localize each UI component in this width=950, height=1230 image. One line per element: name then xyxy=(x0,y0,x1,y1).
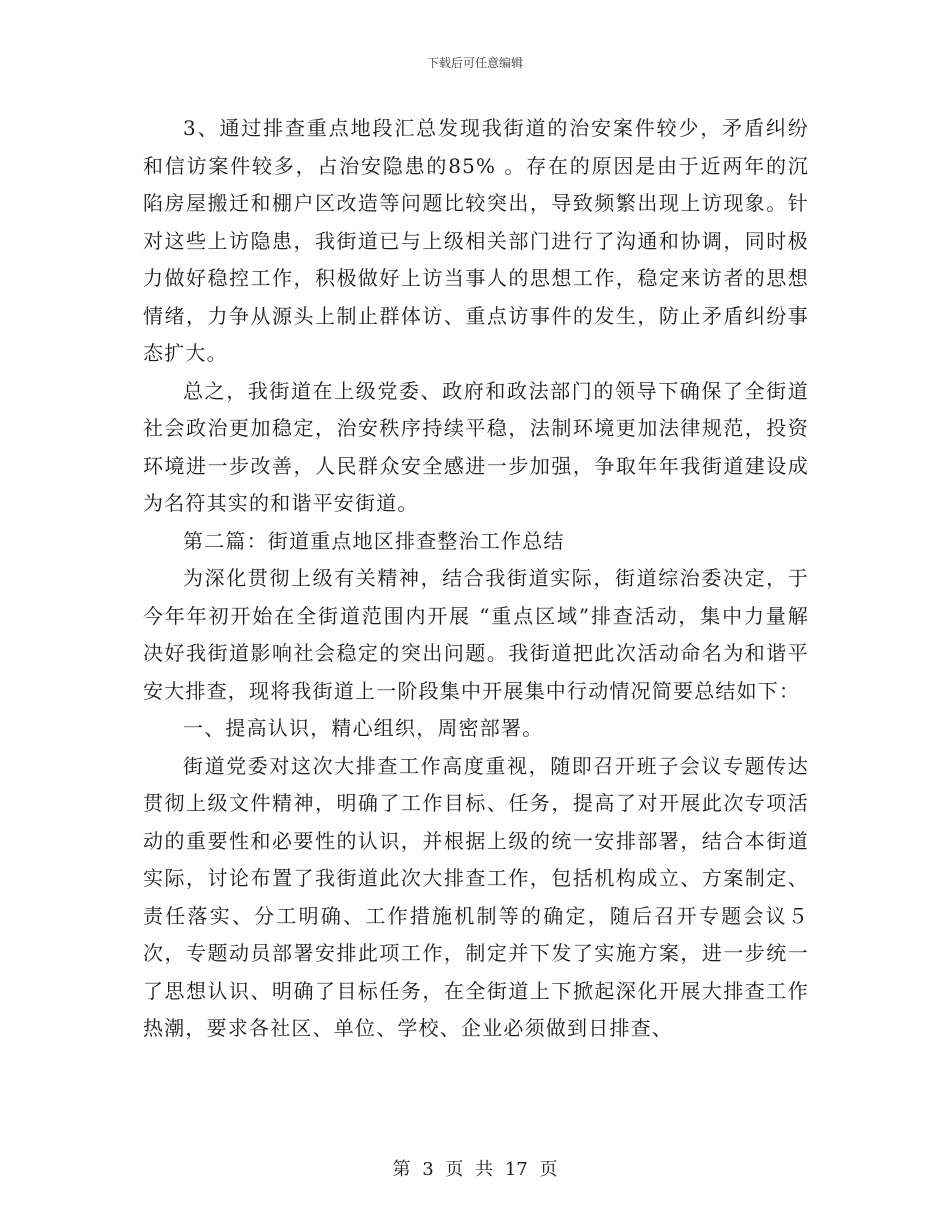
section-title: 第二篇：街道重点地区排查整治工作总结 xyxy=(183,528,565,553)
paragraph-intro: 为深化贯彻上级有关精神，结合我街道实际，街道综治委决定，于今年年初开始在全街道范围内开展 “重点区域”排查活动，集中力量解决好我街道影响社会稳定的突出问题。我街道把此次活动命名为和谐平安大排查，现将我街道上一阶段集中开展集中行动情况简要总结如下： xyxy=(143,566,809,703)
page-number: 第 3 页 共 17 页 xyxy=(392,1159,558,1180)
section-heading-1: 一、提高认识，精心组织，周密部署。 xyxy=(183,716,544,740)
paragraph-deployment: 街道党委对这次大排查工作高度重视，随即召开班子会议专题传达贯彻上级文件精神，明确了工作目标、任务，提高了对开展此次专项活动的重要性和必要性的认识，并根据上级的统一安排部署，结合本街道实际，讨论布置了我街道此次大排查工作，包括机构成立、方案制定、责任落实、分工明确、工作措施机制等的确定，随后召开专题会议５次，专题动员部署安排此项工作，制定并下发了实施方案，进一步统一了思想认识、明确了目标任务，在全街道上下掀起深化开展大排查工作热潮，要求各社区、单位、学校、企业必须做到日排查、 xyxy=(143,753,809,1040)
paragraph-case-summary: 3、通过排查重点地段汇总发现我街道的治安案件较少，矛盾纠纷和信访案件较多，占治安隐患的85% 。存在的原因是由于近两年的沉陷房屋搬迁和棚户区改造等问题比较突出，导致频繁出现上访现象。针对这些上访隐患，我街道已与上级相关部门进行了沟通和协调，同时极力做好稳控工作，积极做好上访当事人的思想工作，稳定来访者的思想情绪，力争从源头上制止群体访、重点访事件的发生，防止矛盾纠纷事态扩大。 xyxy=(143,116,809,365)
page-header: 下载后可任意编辑 xyxy=(426,56,523,70)
paragraph-conclusion: 总之，我街道在上级党委、政府和政法部门的领导下确保了全街道社会政治更加稳定，治安秩序持续平稳，法制环境更加法律规范，投资环境进一步改善，人民群众安全感进一步加强，争取年年我街道建设成为名符其实的和谐平安街道。 xyxy=(143,378,809,515)
document-body xyxy=(143,110,809,1048)
